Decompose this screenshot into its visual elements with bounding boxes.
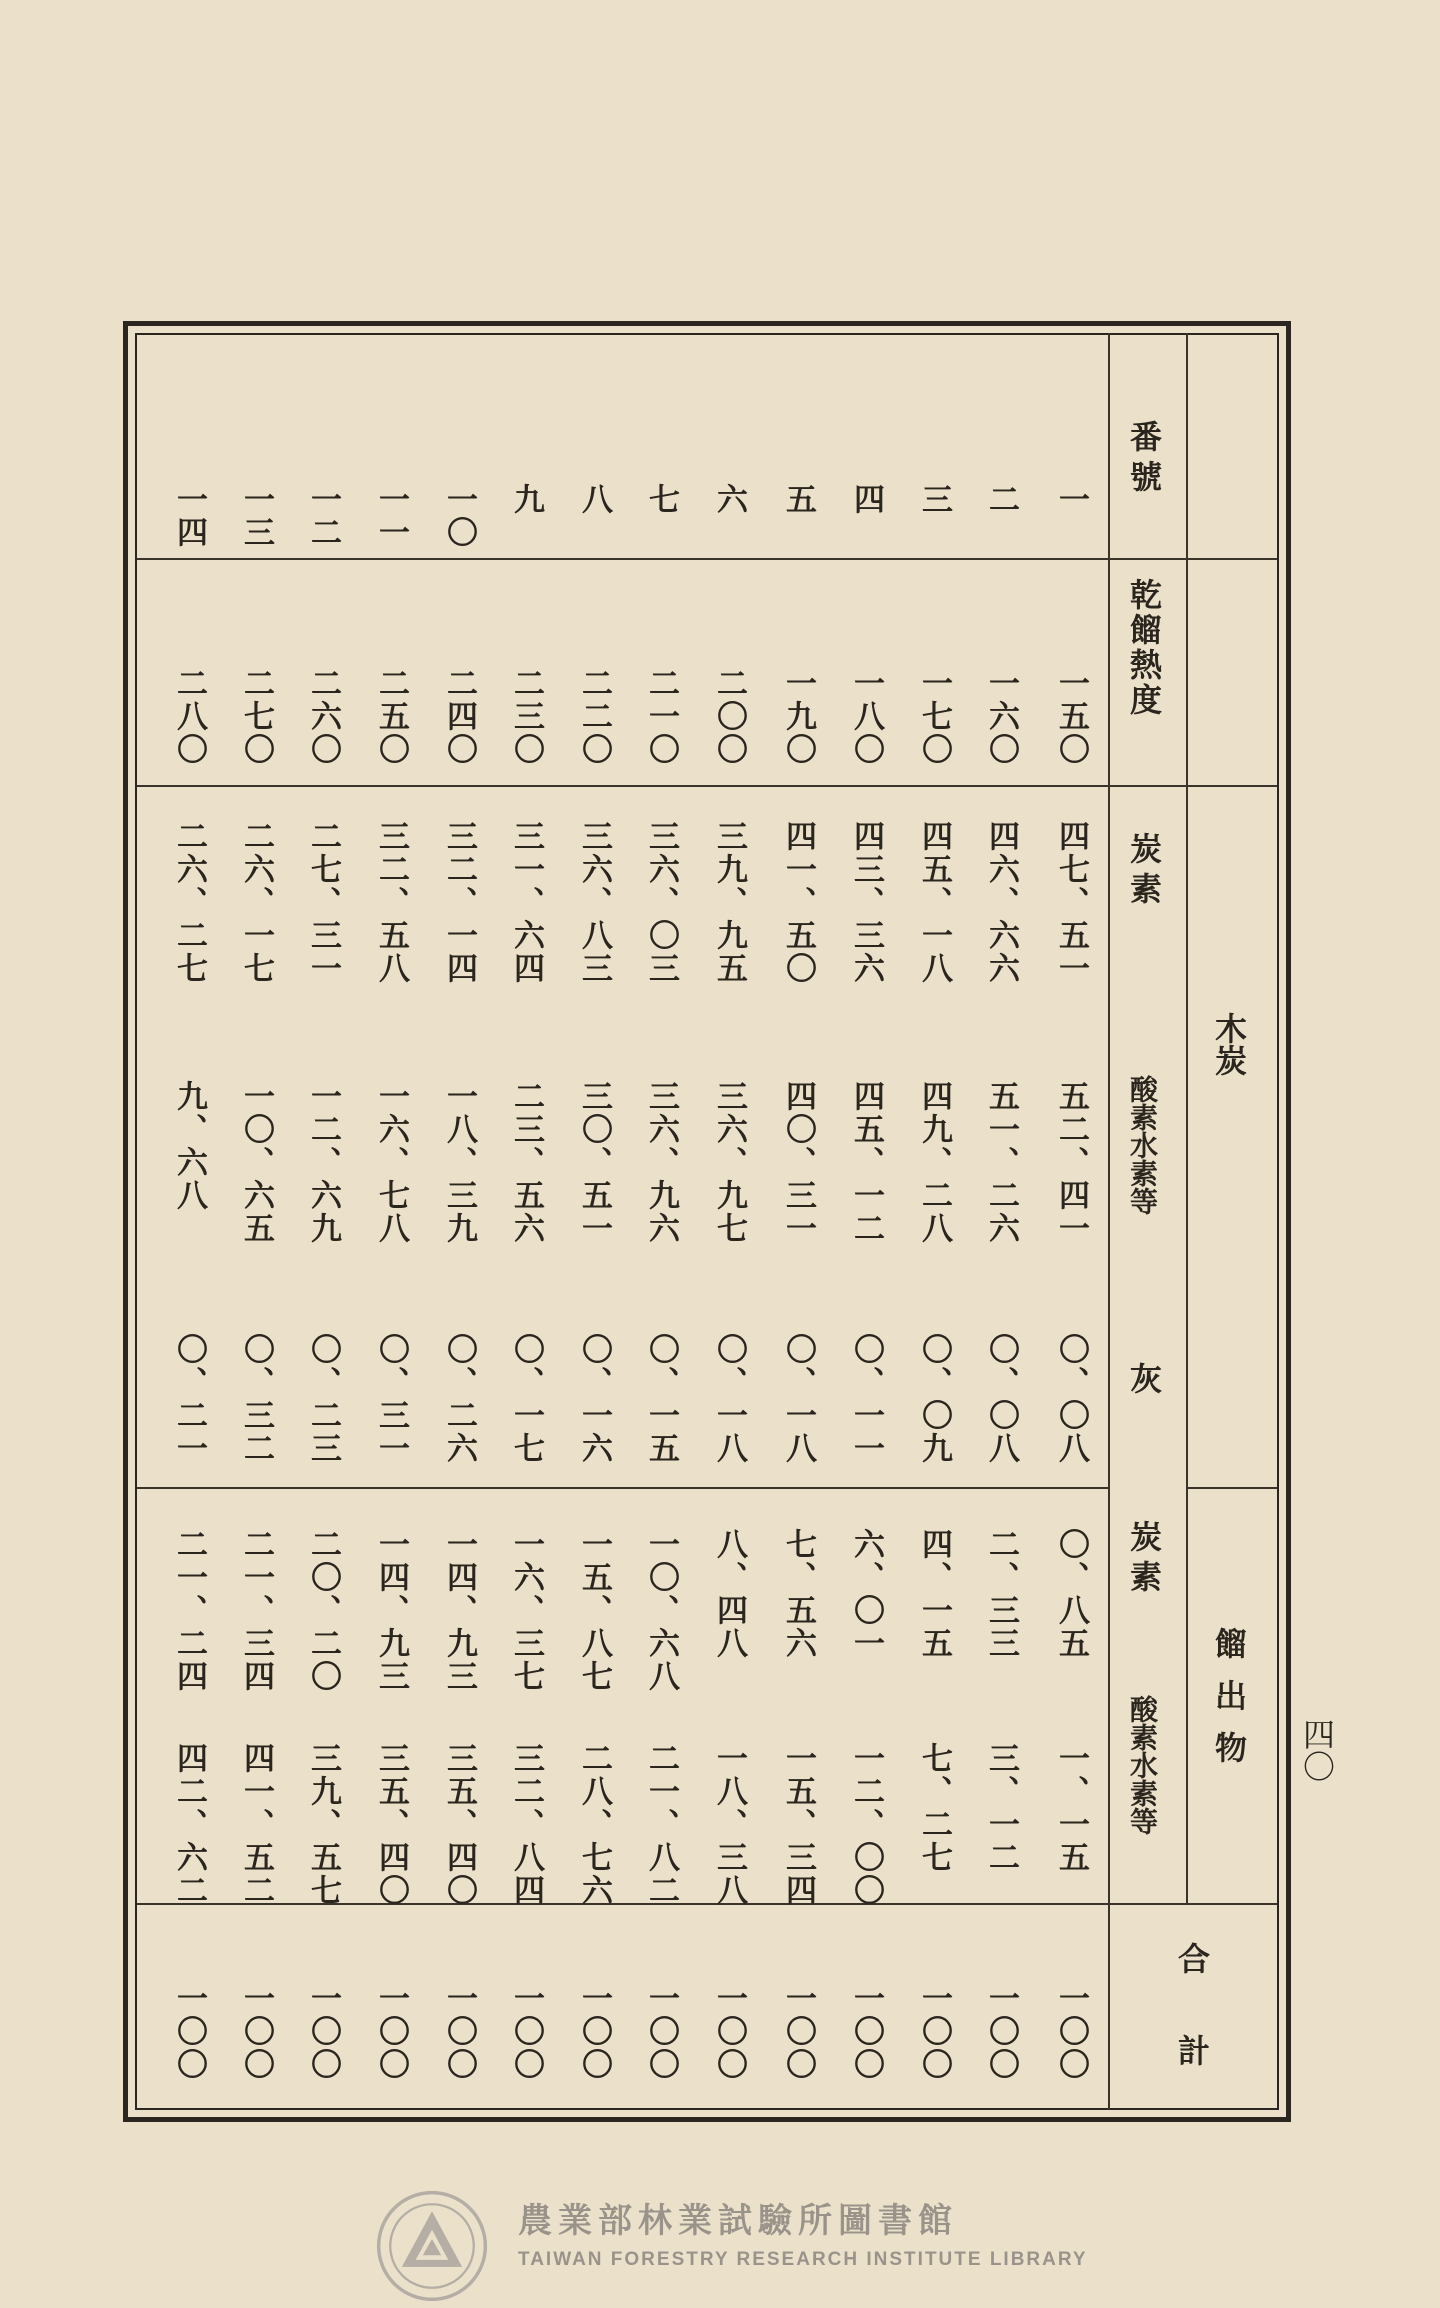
cell-oh: 四〇、三一 — [780, 1080, 816, 1245]
cell-total: 一〇〇 — [508, 1982, 544, 2081]
cell-dc: 八、四八 — [711, 1528, 747, 1660]
cell-ash: 〇、一八 — [711, 1333, 747, 1465]
cell-dc: 二、三三 — [983, 1528, 1019, 1660]
cell-doh: 一、一五 — [1053, 1742, 1089, 1874]
cell-ash: 〇、一六 — [576, 1333, 612, 1465]
cell-oh: 五二、四一 — [1053, 1080, 1089, 1245]
cell-oh: 四五、一二 — [848, 1080, 884, 1245]
cell-c: 三一、六四 — [508, 820, 544, 985]
cell-ash: 〇、一七 — [508, 1333, 544, 1465]
cell-c: 四五、一八 — [916, 820, 952, 985]
cell-c: 四一、五〇 — [780, 820, 816, 985]
cell-ash: 〇、〇九 — [916, 1333, 952, 1465]
cell-doh: 三二、八四 — [508, 1742, 544, 1907]
cell-oh: 一八、三九 — [441, 1080, 477, 1245]
hdr-sep-4 — [1188, 1487, 1277, 1489]
cell-dc: 一四、九三 — [373, 1528, 409, 1693]
cell-no: 五 — [780, 483, 816, 516]
cell-no: 一一 — [373, 483, 409, 549]
cell-no: 二 — [983, 483, 1019, 516]
cell-c: 四三、三六 — [848, 820, 884, 985]
cell-total: 一〇〇 — [171, 1982, 207, 2081]
cell-dc: 二一、二四 — [171, 1528, 207, 1693]
cell-doh: 二八、七六 — [576, 1742, 612, 1907]
cell-doh: 二一、八二 — [643, 1742, 679, 1907]
cell-doh: 三、一二 — [983, 1742, 1019, 1874]
cell-total: 一〇〇 — [305, 1982, 341, 2081]
header-kanryu: 乾餾熱度 — [1125, 578, 1163, 718]
cell-temp: 一九〇 — [780, 667, 816, 766]
cell-no: 八 — [576, 483, 612, 516]
cell-temp: 二三〇 — [508, 667, 544, 766]
cell-dc: 四、一五 — [916, 1528, 952, 1660]
cell-temp: 一七〇 — [916, 667, 952, 766]
cell-oh: 一〇、六五 — [238, 1080, 274, 1245]
cell-dc: 一〇、六八 — [643, 1528, 679, 1693]
header-sanso2: 酸素水素等 — [1126, 1695, 1159, 1835]
cell-total: 一〇〇 — [576, 1982, 612, 2081]
cell-total: 一〇〇 — [238, 1982, 274, 2081]
cell-doh: 四一、五二 — [238, 1742, 274, 1907]
header-bango: 番號 — [1125, 420, 1163, 500]
cell-c: 四七、五一 — [1053, 820, 1089, 985]
cell-temp: 一六〇 — [983, 667, 1019, 766]
cell-oh: 九、六八 — [171, 1080, 207, 1212]
cell-ash: 〇、〇八 — [1053, 1333, 1089, 1465]
row-sep-2 — [137, 785, 1108, 787]
cell-dc: 六、〇一 — [848, 1528, 884, 1660]
cell-ash: 〇、〇八 — [983, 1333, 1019, 1465]
cell-oh: 一六、七八 — [373, 1080, 409, 1245]
cell-temp: 一五〇 — [1053, 667, 1089, 766]
header-tanso2: 炭素 — [1125, 1520, 1163, 1600]
cell-c: 三六、〇三 — [643, 820, 679, 985]
header-tanso: 炭素 — [1125, 832, 1163, 912]
cell-temp: 二八〇 — [171, 667, 207, 766]
header-hai: 灰 — [1125, 1362, 1163, 1394]
cell-temp: 二一〇 — [643, 667, 679, 766]
header-gokei: 合計 — [1173, 1942, 1211, 2126]
cell-oh: 三六、九六 — [643, 1080, 679, 1245]
header-divider — [1108, 333, 1110, 2110]
cell-c: 三六、八三 — [576, 820, 612, 985]
cell-no: 六 — [711, 483, 747, 516]
cell-c: 三九、九五 — [711, 820, 747, 985]
cell-total: 一〇〇 — [711, 1982, 747, 2081]
row-sep-3 — [137, 1487, 1108, 1489]
cell-dc: 二〇、二〇 — [305, 1528, 341, 1693]
cell-no: 四 — [848, 483, 884, 516]
cell-no: 七 — [643, 483, 679, 516]
cell-ash: 〇、二六 — [441, 1333, 477, 1465]
cell-total: 一〇〇 — [780, 1982, 816, 2081]
cell-oh: 三六、九七 — [711, 1080, 747, 1245]
cell-c: 二六、一七 — [238, 820, 274, 985]
cell-doh: 一二、〇〇 — [848, 1742, 884, 1907]
cell-doh: 七、二七 — [916, 1742, 952, 1874]
cell-c: 二六、二七 — [171, 820, 207, 985]
cell-doh: 三五、四〇 — [441, 1742, 477, 1907]
cell-no: 一二 — [305, 483, 341, 549]
library-seal-icon — [374, 2188, 490, 2304]
cell-oh: 三〇、五一 — [576, 1080, 612, 1245]
cell-c: 四六、六六 — [983, 820, 1019, 985]
cell-no: 一〇 — [441, 483, 477, 549]
cell-doh: 一五、三四 — [780, 1742, 816, 1907]
cell-oh: 一二、六九 — [305, 1080, 341, 1245]
cell-total: 一〇〇 — [373, 1982, 409, 2081]
cell-temp: 二二〇 — [576, 667, 612, 766]
cell-dc: 一四、九三 — [441, 1528, 477, 1693]
cell-oh: 二三、五六 — [508, 1080, 544, 1245]
hdr-sep-2 — [1110, 785, 1186, 787]
cell-ash: 〇、二一 — [171, 1333, 207, 1465]
cell-ash: 〇、一一 — [848, 1333, 884, 1465]
cell-temp: 二六〇 — [305, 667, 341, 766]
cell-no: 一三 — [238, 483, 274, 549]
cell-temp: 二七〇 — [238, 667, 274, 766]
header-ryushutsu: 餾出物 — [1210, 1627, 1248, 1783]
cell-ash: 〇、一五 — [643, 1333, 679, 1465]
cell-doh: 四二、六二 — [171, 1742, 207, 1907]
cell-no: 一 — [1053, 483, 1089, 516]
cell-temp: 二〇〇 — [711, 667, 747, 766]
cell-dc: 一五、八七 — [576, 1528, 612, 1693]
cell-total: 一〇〇 — [441, 1982, 477, 2081]
cell-total: 一〇〇 — [916, 1982, 952, 2081]
cell-total: 一〇〇 — [848, 1982, 884, 2081]
library-name-cn: 農業部林業試驗所圖書館 — [518, 2201, 958, 2241]
library-name-en: TAIWAN FORESTRY RESEARCH INSTITUTE LIBRARY — [518, 2249, 1088, 2270]
cell-dc: 七、五六 — [780, 1528, 816, 1660]
cell-temp: 二四〇 — [441, 667, 477, 766]
header-mokutan: 木炭 — [1210, 1012, 1248, 1076]
cell-dc: 〇、八五 — [1053, 1528, 1089, 1660]
cell-ash: 〇、二三 — [305, 1333, 341, 1465]
cell-total: 一〇〇 — [643, 1982, 679, 2081]
cell-ash: 〇、一八 — [780, 1333, 816, 1465]
cell-dc: 一六、三七 — [508, 1528, 544, 1693]
cell-oh: 五一、二六 — [983, 1080, 1019, 1245]
header-sanso: 酸素水素等 — [1126, 1075, 1159, 1215]
cell-temp: 二五〇 — [373, 667, 409, 766]
cell-c: 二七、三一 — [305, 820, 341, 985]
hdr-sep-3 — [1188, 785, 1277, 787]
row-sep-1 — [137, 558, 1108, 560]
cell-ash: 〇、三一 — [373, 1333, 409, 1465]
cell-ash: 〇、三二 — [238, 1333, 274, 1465]
cell-c: 三二、五八 — [373, 820, 409, 985]
cell-no: 三 — [916, 483, 952, 516]
cell-doh: 三五、四〇 — [373, 1742, 409, 1907]
group-divider — [1186, 333, 1188, 1903]
cell-total: 一〇〇 — [1053, 1982, 1089, 2081]
cell-oh: 四九、二八 — [916, 1080, 952, 1245]
cell-temp: 一八〇 — [848, 667, 884, 766]
hdr-sep-5 — [1110, 1903, 1277, 1905]
cell-c: 三二、一四 — [441, 820, 477, 985]
hdr-sep-1 — [1110, 558, 1277, 560]
cell-doh: 三九、五七 — [305, 1742, 341, 1907]
cell-total: 一〇〇 — [983, 1982, 1019, 2081]
row-sep-4 — [137, 1903, 1108, 1905]
page-number: 四〇 — [1298, 1718, 1336, 1782]
cell-dc: 二一、三四 — [238, 1528, 274, 1693]
cell-doh: 一八、三八 — [711, 1742, 747, 1907]
cell-no: 一四 — [171, 483, 207, 549]
cell-no: 九 — [508, 483, 544, 516]
